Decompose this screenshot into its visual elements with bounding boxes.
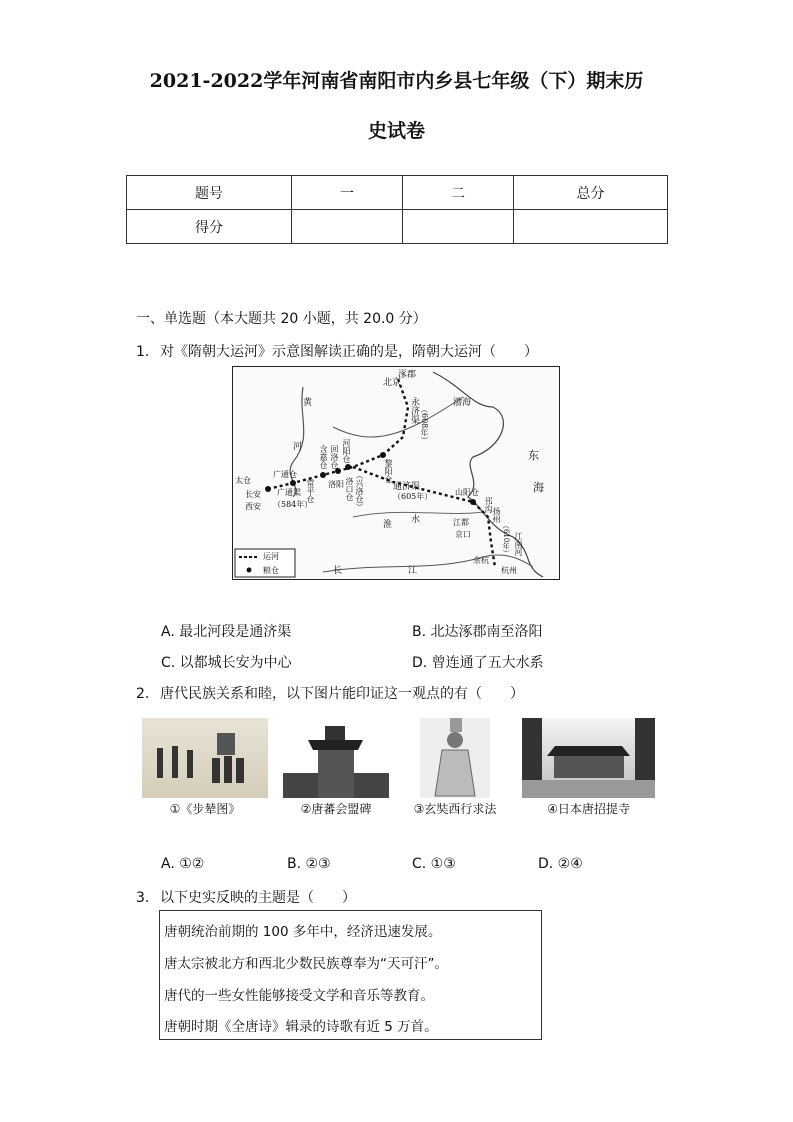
map-label: 通济渠 [393,482,421,492]
score-value-cell [403,210,514,244]
map-label: 常平仓 [306,479,315,503]
xuanzang-image [420,718,490,798]
question-1 [136,341,538,361]
map-label: 北京 [383,378,402,388]
map-label: 扬州 [492,507,501,523]
map-label: 山阳仓 [455,488,479,497]
q1-option-c[interactable]: C. 以都城长安为中心 [161,655,292,671]
image-caption: ④日本唐招提寺 [547,802,630,816]
map-label: 回洛仓 [330,445,339,469]
score-header-cell: 一 [292,176,403,210]
map-label: 黎阳仓 [384,459,393,483]
section-heading: 一、单选题（本大题共 20 小题，共 20.0 分） [136,311,427,327]
stele-illustration [283,718,389,798]
map-label: 江都 [453,518,469,527]
exam-title-line1: 2021-2022学年河南省南阳市内乡县七年级（下）期末历 [149,70,644,92]
map-label: 邗沟 [484,497,493,513]
map-legend-label: 粮仓 [263,566,279,575]
material-line: 唐太宗被北方和西北少数民族尊奉为“天可汗”。 [164,956,448,972]
map-label: 广通渠 [277,488,301,497]
material-line: 唐代的一些女性能够接受文学和音乐等教育。 [164,988,434,1004]
map-label: 京口 [455,530,471,539]
map-label: （兴洛仓） [355,471,364,511]
map-label: 余杭 [473,556,489,565]
q1-option-b[interactable]: B. 北达涿郡南至洛阳 [412,624,543,640]
map-label: 黄 [303,398,313,408]
image-caption: ②唐蕃会盟碑 [300,802,372,816]
temple-image [522,718,655,798]
bunian-tu-illustration [142,718,268,798]
score-value-cell [514,210,668,244]
grand-canal-map [232,366,560,580]
question-text: 对《隋朝大运河》示意图解读正确的是，隋朝大运河（ ） [160,344,538,360]
question-number: 3. [136,890,150,906]
map-label: （610年） [502,522,510,557]
question-text: 以下史实反映的主题是（ ） [160,890,356,906]
map-label: （608年） [420,405,429,445]
score-header-cell: 总分 [514,176,668,210]
material-line: 唐朝时期《全唐诗》辑录的诗歌有近 5 万首。 [164,1019,438,1035]
xuanzang-illustration [420,718,490,798]
question-2 [136,683,524,703]
q3-material-box [159,910,542,1040]
map-label: 海 [533,481,544,494]
q2-option-a[interactable]: A. ①② [161,856,205,872]
material-line: 唐朝统治前期的 100 多年中，经济迅速发展。 [164,924,442,940]
temple-illustration [522,718,655,798]
score-table [126,175,668,244]
map-label: 江 [408,566,418,576]
map-legend-label: 运河 [263,552,279,561]
map-label: 洛口仓 [345,477,354,501]
q2-option-c[interactable]: C. ①③ [412,856,456,872]
map-label: 涿郡 [398,370,417,380]
map-label: （584年） [273,500,313,509]
question-number: 2. [136,686,150,702]
map-label: 淮 [383,520,393,530]
score-value-cell [292,210,403,244]
score-label-cell: 得分 [127,210,292,244]
map-label: 河 [293,442,303,452]
stele-image [283,718,389,798]
map-label: 永济渠 [409,397,419,424]
map-label: 太仓 [235,476,251,485]
map-label: 杭州 [501,566,517,575]
question-3 [136,887,356,907]
map-label: 江南河 [514,532,523,556]
q2-option-d[interactable]: D. ②④ [538,856,583,872]
map-label: 渤海 [453,398,472,408]
score-header-cell: 二 [403,176,514,210]
q1-option-a[interactable]: A. 最北河段是通济渠 [161,624,292,640]
map-label: 长安 [245,490,261,499]
question-number: 1. [136,344,150,360]
exam-title-line2: 史试卷 [367,120,425,142]
map-label: 长 [333,566,343,576]
q1-option-d[interactable]: D. 曾连通了五大水系 [412,655,544,671]
map-label: 水 [411,515,421,525]
image-caption: ③玄奘西行求法 [413,802,497,816]
map-label: 洛阳 [328,480,344,489]
painting-image [142,718,268,798]
image-caption: ①《步辇图》 [169,802,241,816]
question-text: 唐代民族关系和睦，以下图片能印证这一观点的有（ ） [160,686,524,702]
map-label: 西安 [245,502,261,511]
map-label: 东 [528,449,539,462]
score-header-cell: 题号 [127,176,292,210]
map-label: 河阳仓 [342,439,351,463]
map-label: （605年） [393,492,433,501]
q2-option-b[interactable]: B. ②③ [287,856,331,872]
map-label: 含嘉仓 [319,445,328,469]
map-label: 广通仓 [273,470,297,479]
